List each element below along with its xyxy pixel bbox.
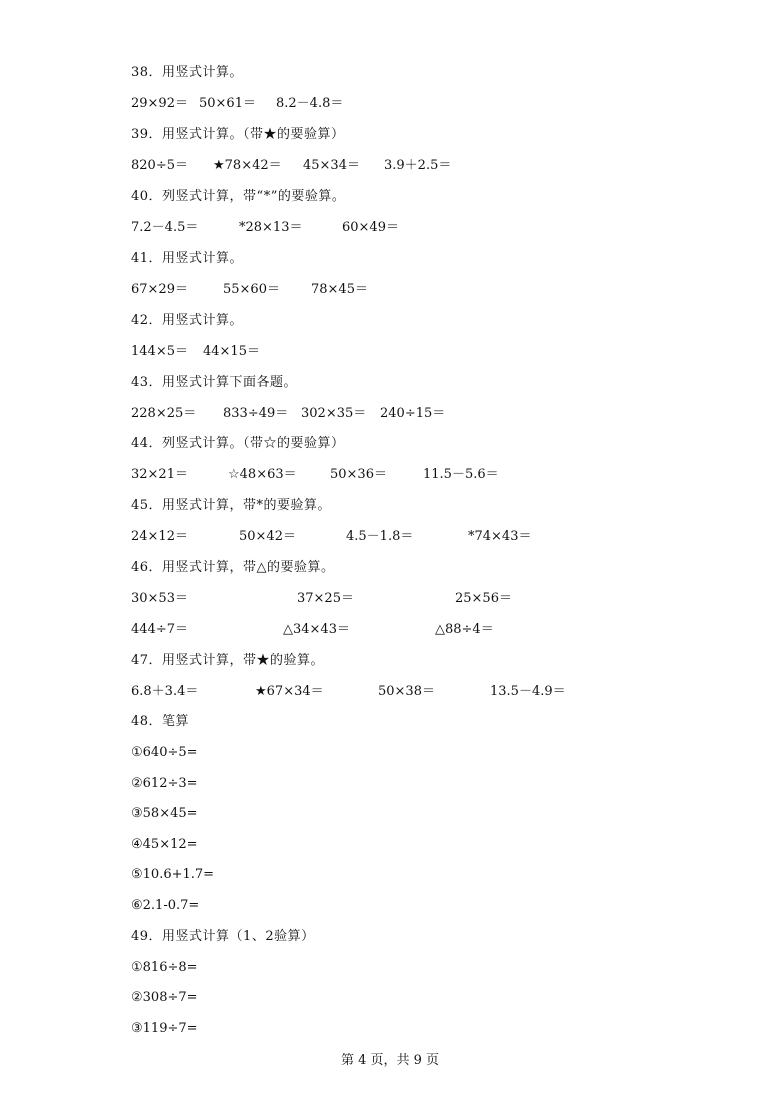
expression: 833÷49＝	[223, 406, 289, 421]
list-item: ③119÷7=	[131, 1021, 198, 1036]
expression: *74×43＝	[468, 529, 532, 544]
expression: 4.5－1.8＝	[346, 529, 414, 544]
question-39-title: 39．用竖式计算。（带★的要验算）	[131, 127, 345, 142]
expression: 78×45＝	[311, 282, 368, 297]
question-44-title: 44．列竖式计算。（带☆的要验算）	[131, 436, 345, 451]
question-41-title: 41．用竖式计算。	[131, 251, 244, 266]
expression: 30×53＝	[131, 591, 188, 606]
expression: 6.8＋3.4＝	[131, 684, 199, 699]
expression: 50×61＝	[199, 96, 256, 111]
expression: △34×43＝	[283, 622, 350, 637]
expression: 50×38＝	[378, 684, 435, 699]
expression: 29×92＝	[131, 96, 188, 111]
expression: 11.5－5.6＝	[423, 467, 499, 482]
list-item: ③58×45=	[131, 806, 198, 821]
question-46-title: 46．用竖式计算，带△的要验算。	[131, 560, 335, 575]
list-item: ④45×12=	[131, 837, 198, 852]
list-item: ⑥2.1-0.7=	[131, 898, 200, 913]
list-item: ①640÷5=	[131, 745, 198, 760]
expression: 24×12＝	[131, 529, 188, 544]
expression: 144×5＝	[131, 344, 188, 359]
expression: 240÷15＝	[380, 406, 446, 421]
expression: 302×35＝	[301, 406, 367, 421]
expression: 444÷7＝	[131, 622, 188, 637]
expression: 44×15＝	[203, 344, 260, 359]
expression: 50×42＝	[239, 529, 296, 544]
expression: 60×49＝	[342, 220, 399, 235]
list-item: ⑤10.6+1.7=	[131, 867, 215, 882]
expression: 55×60＝	[223, 282, 280, 297]
question-43-title: 43．用竖式计算下面各题。	[131, 375, 298, 390]
expression: *28×13＝	[239, 220, 303, 235]
page-footer: 第 4 页，共 9 页	[340, 1053, 440, 1068]
expression: 3.9＋2.5＝	[384, 158, 452, 173]
expression: 37×25＝	[297, 591, 354, 606]
expression: 25×56＝	[455, 591, 512, 606]
expression: 67×29＝	[131, 282, 188, 297]
expression: 50×36＝	[330, 467, 387, 482]
question-40-title: 40．列竖式计算，带“*”的要验算。	[131, 189, 346, 204]
list-item: ①816÷8=	[131, 960, 198, 975]
expression: △88÷4＝	[435, 622, 494, 637]
expression: ★67×34＝	[255, 684, 324, 699]
expression: 45×34＝	[303, 158, 360, 173]
expression: ★78×42＝	[213, 158, 282, 173]
question-38-title: 38．用竖式计算。	[131, 65, 244, 80]
question-48-title: 48．笔算	[131, 714, 190, 729]
expression: ☆48×63＝	[228, 467, 297, 482]
expression: 7.2－4.5＝	[131, 220, 199, 235]
expression: 8.2－4.8＝	[276, 96, 344, 111]
expression: 32×21＝	[131, 467, 188, 482]
list-item: ②308÷7=	[131, 990, 198, 1005]
question-42-title: 42．用竖式计算。	[131, 313, 244, 328]
expression: 820÷5＝	[131, 158, 188, 173]
question-47-title: 47．用竖式计算，带★的验算。	[131, 653, 325, 668]
question-45-title: 45．用竖式计算，带*的要验算。	[131, 498, 332, 513]
expression: 228×25＝	[131, 406, 197, 421]
list-item: ②612÷3=	[131, 776, 198, 791]
question-49-title: 49．用竖式计算（1、2验算）	[131, 929, 315, 944]
expression: 13.5－4.9＝	[490, 684, 566, 699]
